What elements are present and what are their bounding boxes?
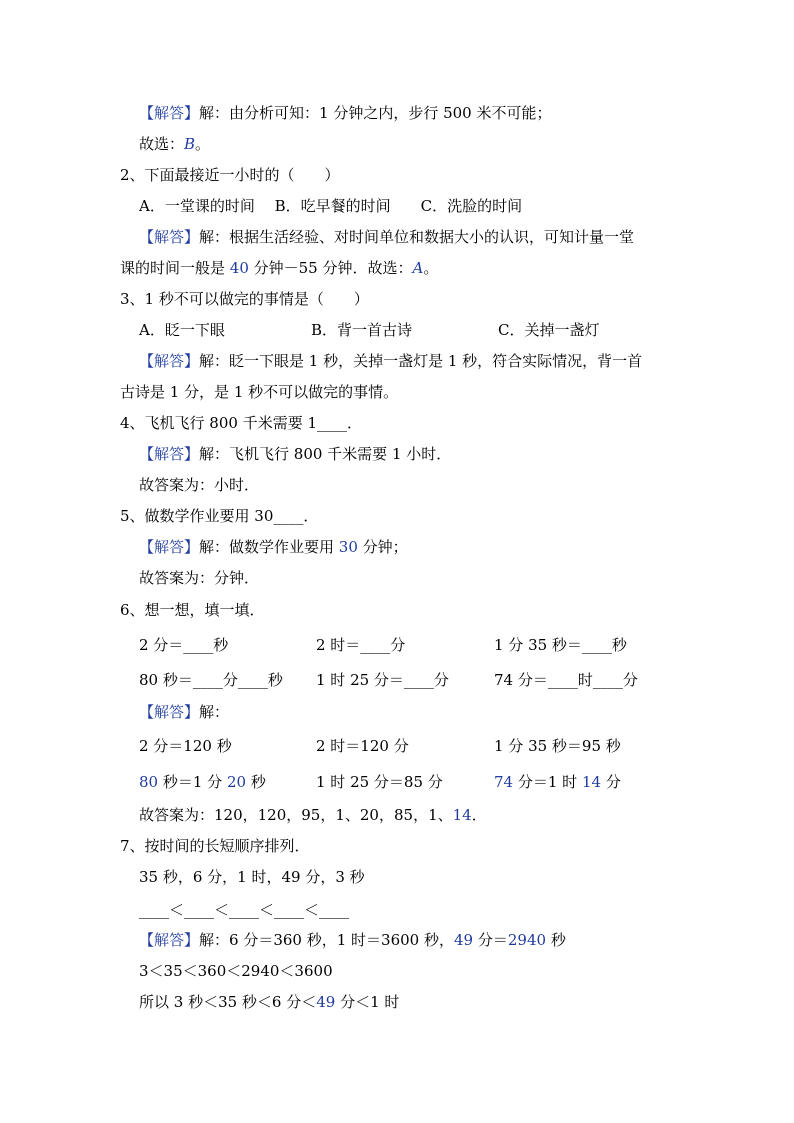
answer-item: 2 分＝120 秒 bbox=[139, 737, 232, 755]
solution-line: 【解答】解：飞机飞行 800 千米需要 1 小时． bbox=[139, 445, 452, 463]
fill-blank: 2 分＝____秒 bbox=[139, 636, 229, 654]
fill-blank: 1 分 35 秒＝____秒 bbox=[494, 636, 627, 654]
answer-tag: 【解答】 bbox=[139, 445, 200, 463]
solution-line: 课的时间一般是 40 分钟－55 分钟．故选：A。 bbox=[120, 259, 439, 277]
answer-item: 74 分＝1 时 14 分 bbox=[494, 773, 621, 791]
solution-line: 【解答】解：根据生活经验、对时间单位和数据大小的认识，可知计量一堂 bbox=[139, 228, 635, 246]
option-a: A．眨一下眼 bbox=[139, 321, 225, 339]
conclusion-line: 所以 3 秒＜35 秒＜6 分＜49 分＜1 时 bbox=[139, 993, 400, 1011]
question-5: 5、做数学作业要用 30____． bbox=[120, 507, 319, 525]
answer-tag: 【解答】 bbox=[139, 352, 200, 370]
order-blanks: ____＜____＜____＜____＜____ bbox=[139, 901, 350, 919]
solution-line: 【解答】解：做数学作业要用 30 分钟； bbox=[139, 538, 408, 556]
item-list: 35 秒，6 分，1 时，49 分，3 秒 bbox=[139, 868, 365, 886]
fill-blank: 80 秒＝____分____秒 bbox=[139, 671, 283, 689]
fill-blank: 1 时 25 分＝____分 bbox=[316, 671, 449, 689]
answer-choice: 故选：B。 bbox=[139, 135, 211, 153]
answer-tag: 【解答】 bbox=[139, 703, 200, 721]
solution-line: 古诗是 1 分，是 1 秒不可以做完的事情。 bbox=[120, 383, 399, 401]
answer-tag: 【解答】 bbox=[139, 104, 200, 122]
solution-line: 【解答】解：眨一下眼是 1 秒，关掉一盏灯是 1 秒，符合实际情况，背一首 bbox=[139, 352, 643, 370]
answer-tag: 【解答】 bbox=[139, 538, 200, 556]
answer-tag: 【解答】 bbox=[139, 228, 200, 246]
answer-item: 1 时 25 分＝85 分 bbox=[316, 773, 443, 791]
fill-blank: 74 分＝____时____分 bbox=[494, 671, 638, 689]
answer-item: 80 秒＝1 分 20 秒 bbox=[139, 773, 266, 791]
question-4: 4、飞机飞行 800 千米需要 1____． bbox=[120, 414, 363, 432]
question-6: 6、想一想，填一填． bbox=[120, 601, 265, 619]
question-7: 7、按时间的长短顺序排列． bbox=[120, 837, 310, 855]
answer-item: 2 时＝120 分 bbox=[316, 737, 409, 755]
final-answer: 故答案为：120，120，95，1、20，85，1、14． bbox=[139, 806, 487, 824]
question-3: 3、1 秒不可以做完的事情是（ ） bbox=[120, 290, 369, 308]
question-2: 2、下面最接近一小时的（ ） bbox=[120, 166, 340, 184]
option-c: C．关掉一盏灯 bbox=[498, 321, 600, 339]
solution-line: 【解答】解：由分析可知：1 分钟之内，步行 500 米不可能； bbox=[139, 104, 552, 122]
question-2-options: A．一堂课的时间 B．吃早餐的时间 C．洗脸的时间 bbox=[139, 197, 523, 215]
final-answer: 故答案为：分钟． bbox=[139, 569, 260, 587]
solution-line: 【解答】解：6 分＝360 秒，1 时＝3600 秒，49 分＝2940 秒 bbox=[139, 931, 566, 949]
solution-line: 【解答】解： bbox=[139, 703, 230, 721]
option-b: B．背一首古诗 bbox=[311, 321, 413, 339]
answer-item: 1 分 35 秒＝95 秒 bbox=[494, 737, 621, 755]
comparison-line: 3＜35＜360＜2940＜3600 bbox=[139, 962, 333, 980]
answer-tag: 【解答】 bbox=[139, 931, 200, 949]
final-answer: 故答案为：小时． bbox=[139, 476, 260, 494]
fill-blank: 2 时＝____分 bbox=[316, 636, 406, 654]
